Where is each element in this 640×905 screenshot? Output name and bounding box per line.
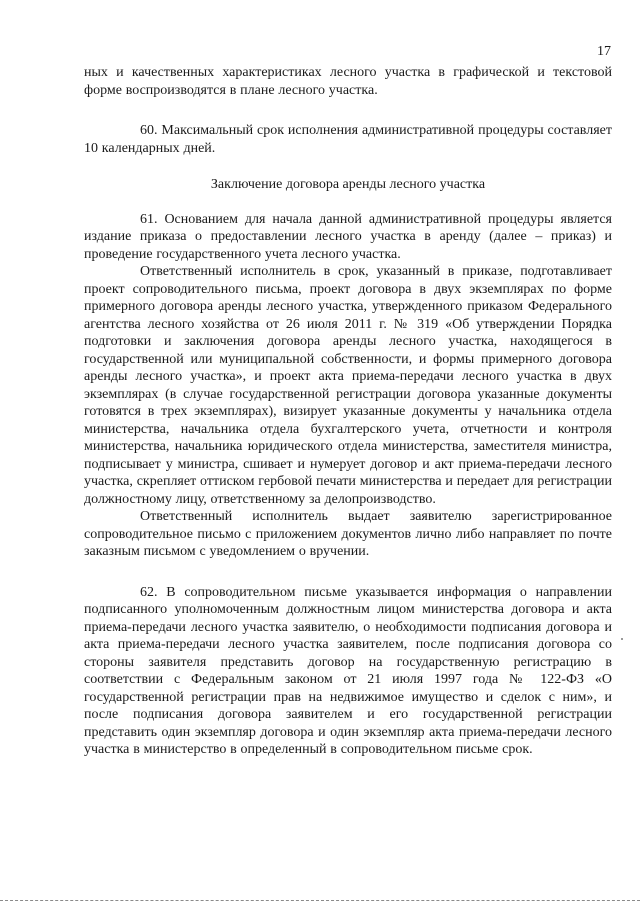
scan-bottom-edge bbox=[0, 900, 640, 901]
paragraph-continuation: ных и качественных характеристиках лесного участка в графической и текстовой форме воспроизводятся в плане лесного участка. bbox=[84, 65, 612, 98]
paragraph-60: 60. Максимальный срок исполнения административной процедуры составляет 10 календарных дней. bbox=[84, 123, 612, 156]
scan-artifact bbox=[621, 638, 623, 640]
section-heading: Заключение договора аренды лесного участка bbox=[210, 177, 486, 192]
page-number: 17 bbox=[597, 44, 611, 59]
paragraph-61: 61. Основанием для начала данной административной процедуры является издание приказа о предоставлении лесного участка в аренду (далее – приказ) и проведение государственного учета лесного участка. bbox=[84, 211, 612, 262]
paragraph-61-responsible: Ответственный исполнитель в срок, указанный в приказе, подготавливает проект сопроводительного письма, проект договора в двух экземплярах по форме примерного договора аренды лесного участка, утвержденного приказом Федерального агентства лесного хозяйства от 26 июля 2011 г. № 319 «Об утверждении Порядка подготовки и заключения договора аренды лесного участка, находящегося в государственной или муниципальной собственности, и формы примерного договора аренды лесного участка», и проект акта приема-передачи лесного участка в двух экземплярах (в случае государственной регистрации договора указанные документы готовятся в трех экземплярах), визирует указанные документы у начальника отдела министерства, начальника отдела бухгалтерского учета, отчетности и контроля министерства, начальника юридического отдела министерства, заместителя министра, подписывает у министра, сшивает и нумерует договор и акт приема-передачи лесного участка, скрепляет оттиском гербовой печати министерства и передает для регистрации должностному лицу, ответственному за делопроизводство. bbox=[84, 264, 612, 507]
paragraph-62: 62. В сопроводительном письме указывается информация о направлении подписанного уполномоченным должностным лицом министерства договора и акта приема-передачи лесного участка заявителю, о необходимости подписания договора и акта приема-передачи лесного участка заявителем, после подписания договора со стороны заявителя представить договор на государственную регистрацию в соответствии с Федеральным законом от 21 июля 1997 года № 122-ФЗ «О государственной регистрации прав на недвижимое имущество и сделок с ним», и после подписания договора заявителем и его государственной регистрации представить один экземпляр договора и один экземпляр акта приема-передачи лесного участка в министерство в определенный в сопроводительном письме срок. bbox=[84, 584, 612, 757]
paragraph-61-issue: Ответственный исполнитель выдает заявителю зарегистрированное сопроводительное письмо с приложением документов лично либо направляет по почте заказным письмом с уведомлением о вручении. bbox=[84, 509, 612, 559]
document-body bbox=[84, 64, 612, 759]
